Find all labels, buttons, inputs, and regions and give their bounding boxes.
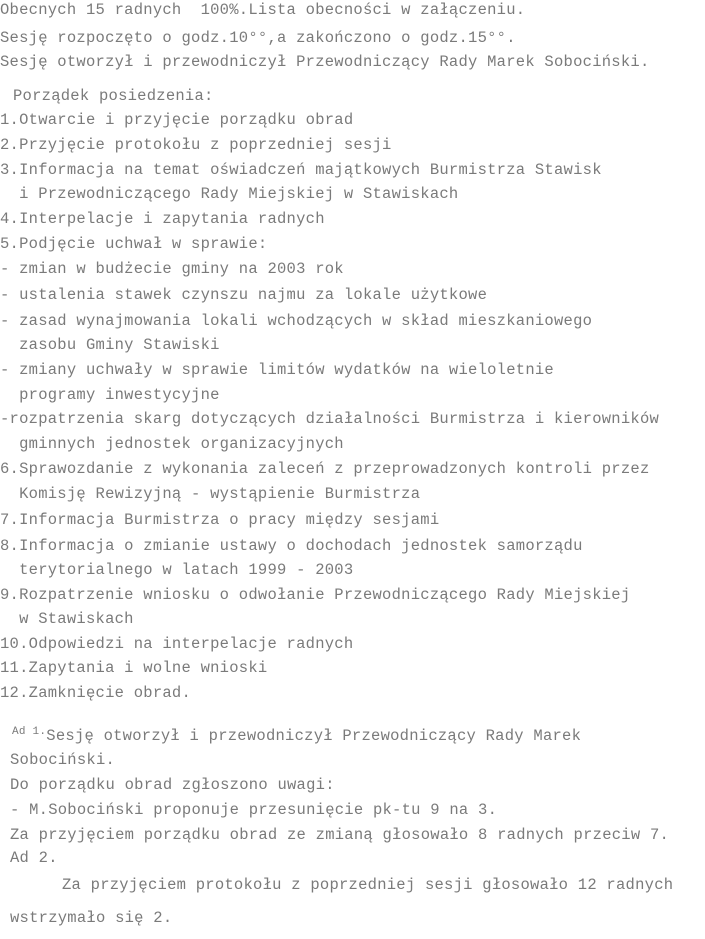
- agenda-item: 1.Otwarcie i przyjęcie porządku obrad: [0, 111, 354, 129]
- agenda-item: 5.Podjęcie uchwał w sprawie:: [0, 235, 268, 253]
- agenda-item: zasobu Gminy Stawiski: [0, 336, 220, 354]
- remarks-heading: Do porządku obrad zgłoszono uwagi:: [10, 776, 335, 794]
- agenda-item: terytorialnego w latach 1999 - 2003: [0, 561, 354, 579]
- agenda-item: programy inwestycyjne: [0, 386, 220, 404]
- agenda-item: 6.Sprawozdanie z wykonania zaleceń z przeprowadzonych kontroli przez: [0, 460, 650, 478]
- vote-minutes-continuation: wstrzymało się 2.: [10, 909, 173, 927]
- session-time-line: Sesję rozpoczęto o godz.10°°,a zakończono o godz.15°°.: [0, 29, 516, 47]
- agenda-item: 7.Informacja Burmistrza o pracy między sesjami: [0, 511, 440, 529]
- ad1-label: Ad 1.: [12, 726, 47, 738]
- vote-agenda-line: Za przyjęciem porządku obrad ze zmianą głosowało 8 radnych przeciw 7.: [10, 826, 670, 844]
- agenda-item: Komisję Rewizyjną - wystąpienie Burmistrza: [0, 485, 421, 503]
- agenda-item: 3.Informacja na temat oświadczeń majątkowych Burmistrza Stawisk: [0, 161, 602, 179]
- ad1-continuation: Sobociński.: [10, 751, 116, 769]
- agenda-heading: Porządek posiedzenia:: [13, 87, 214, 105]
- agenda-item: - ustalenia stawek czynszu najmu za lokale użytkowe: [0, 286, 488, 304]
- ad1-paragraph: [12, 727, 581, 747]
- agenda-item: - zmian w budżecie gminy na 2003 rok: [0, 260, 344, 278]
- agenda-item: 8.Informacja o zmianie ustawy o dochodach jednostek samorządu: [0, 537, 583, 555]
- ad1-text: Sesję otworzył i przewodniczył Przewodniczący Rady Marek: [46, 727, 582, 745]
- agenda-item: - zmiany uchwały w sprawie limitów wydatków na wieloletnie: [0, 361, 554, 379]
- ad2-label: Ad 2.: [10, 849, 58, 867]
- attendance-line: Obecnych 15 radnych 100%.Lista obecności w załączeniu.: [0, 1, 526, 19]
- agenda-item: - zasad wynajmowania lokali wchodzących w skład mieszkaniowego: [0, 312, 593, 330]
- remark-line: - M.Sobociński proponuje przesunięcie pk-tu 9 na 3.: [10, 801, 498, 819]
- session-chair-line: Sesję otworzył i przewodniczył Przewodniczący Rady Marek Sobociński.: [0, 53, 650, 71]
- agenda-item: 9.Rozpatrzenie wniosku o odwołanie Przewodniczącego Rady Miejskiej: [0, 586, 631, 604]
- agenda-item: 11.Zapytania i wolne wnioski: [0, 659, 268, 677]
- agenda-item: 4.Interpelacje i zapytania radnych: [0, 210, 325, 228]
- agenda-item: 12.Zamknięcie obrad.: [0, 684, 192, 702]
- agenda-item: 10.Odpowiedzi na interpelacje radnych: [0, 635, 354, 653]
- agenda-item: i Przewodniczącego Rady Miejskiej w Stawiskach: [0, 185, 459, 203]
- agenda-item: w Stawiskach: [0, 610, 134, 628]
- agenda-item: 2.Przyjęcie protokołu z poprzedniej sesji: [0, 136, 392, 154]
- agenda-item: gminnych jednostek organizacyjnych: [0, 435, 344, 453]
- vote-minutes-line: Za przyjęciem protokołu z poprzedniej sesji głosowało 12 radnych: [62, 876, 674, 894]
- agenda-item: -rozpatrzenia skarg dotyczących działalności Burmistrza i kierowników: [0, 410, 660, 428]
